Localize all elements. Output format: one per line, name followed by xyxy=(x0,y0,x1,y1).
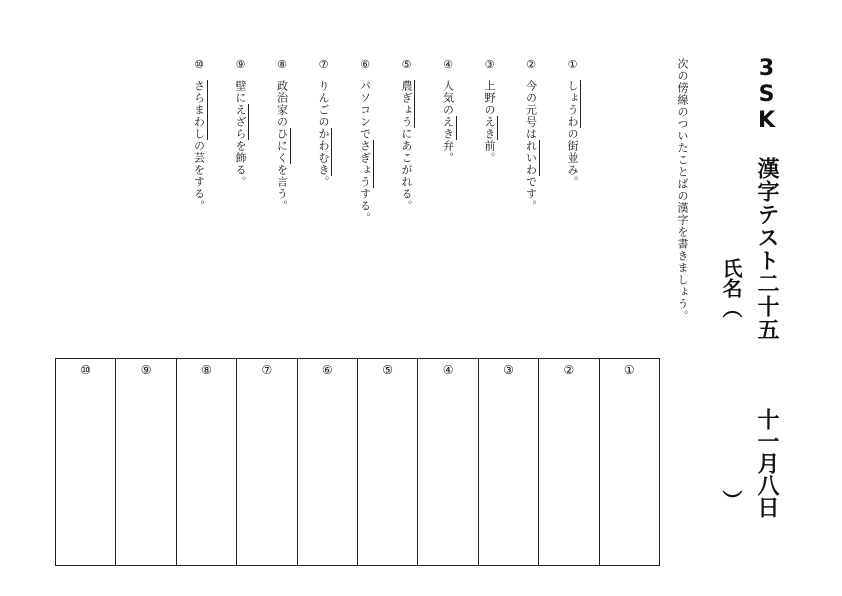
question-text-before: 壁に xyxy=(234,80,247,104)
question-number: ② xyxy=(524,58,538,72)
question-5 xyxy=(398,58,414,212)
question-text-after: 。 xyxy=(317,176,330,188)
question-3 xyxy=(481,58,497,164)
question-number: ⑥ xyxy=(358,58,372,72)
test-date: 十一月八日 xyxy=(754,408,779,518)
question-number: ④ xyxy=(441,58,455,72)
test-title: 3SK 漢字テスト二十五 xyxy=(754,56,779,341)
question-text-after: する。 xyxy=(358,188,372,224)
question-8 xyxy=(274,58,290,212)
question-2 xyxy=(523,58,539,212)
question-number: ⑦ xyxy=(317,58,330,72)
question-text-after: を飾る。 xyxy=(234,140,247,188)
question-underlined-word: えき xyxy=(483,116,496,140)
question-number: ③ xyxy=(483,58,496,72)
answer-cell-5[interactable]: ⑤ xyxy=(357,359,417,565)
question-text-before: 上野の xyxy=(483,80,496,116)
question-9 xyxy=(232,58,248,188)
answer-cell-4[interactable]: ④ xyxy=(417,359,477,565)
question-underlined-word: さらまわし xyxy=(192,80,206,140)
question-underlined-word: れいわ xyxy=(524,140,538,176)
question-text-before: りんごの xyxy=(317,80,330,128)
question-text-before: 人気の xyxy=(441,80,455,116)
question-text-after: の芸をする。 xyxy=(192,140,206,212)
question-text-before: パソコンで xyxy=(358,80,372,140)
answer-cell-6[interactable]: ⑥ xyxy=(297,359,357,565)
question-number: ⑩ xyxy=(192,58,206,72)
question-underlined-word: かわむき xyxy=(317,128,330,176)
question-number: ① xyxy=(566,58,579,72)
question-4 xyxy=(440,58,456,164)
question-number: ⑤ xyxy=(400,58,413,72)
question-text-after: の街並み。 xyxy=(566,128,579,188)
question-text-before: 政治家の xyxy=(275,80,289,128)
answer-cell-3[interactable]: ③ xyxy=(478,359,538,565)
answer-cell-1[interactable]: ① xyxy=(599,359,659,565)
answer-cell-7[interactable]: ⑦ xyxy=(236,359,296,565)
question-text-after: にあこがれる。 xyxy=(400,128,413,212)
question-text-after: です。 xyxy=(524,176,538,212)
answer-cell-2[interactable]: ② xyxy=(538,359,598,565)
question-10 xyxy=(191,58,207,212)
answer-cell-8[interactable]: ⑧ xyxy=(176,359,236,565)
name-label: 氏名（ xyxy=(719,258,743,318)
question-text-after: を言う。 xyxy=(275,164,289,212)
question-text-before: 今の元号は xyxy=(524,80,538,140)
question-underlined-word: えき xyxy=(441,116,455,140)
question-text-after: 弁。 xyxy=(441,140,455,164)
name-close-paren: ） xyxy=(719,490,743,510)
answer-cell-9[interactable]: ⑨ xyxy=(115,359,175,565)
question-underlined-word: 農ぎょう xyxy=(400,80,413,128)
question-underlined-word: ひにく xyxy=(275,128,289,164)
question-underlined-word: えざら xyxy=(234,104,247,140)
question-number: ⑨ xyxy=(234,58,247,72)
question-1 xyxy=(564,58,580,188)
instruction: 次の傍線のついたことばの漢字を書きましょう。 xyxy=(676,58,689,322)
question-text-after: 前。 xyxy=(483,140,496,164)
answer-cell-10[interactable]: ⑩ xyxy=(80,363,92,377)
question-underlined-word: さぎょう xyxy=(358,140,372,188)
question-underlined-word: しょうわ xyxy=(566,80,579,128)
question-6 xyxy=(357,58,373,224)
answer-grid xyxy=(55,358,660,566)
question-number: ⑧ xyxy=(275,58,289,72)
question-7 xyxy=(315,58,331,188)
